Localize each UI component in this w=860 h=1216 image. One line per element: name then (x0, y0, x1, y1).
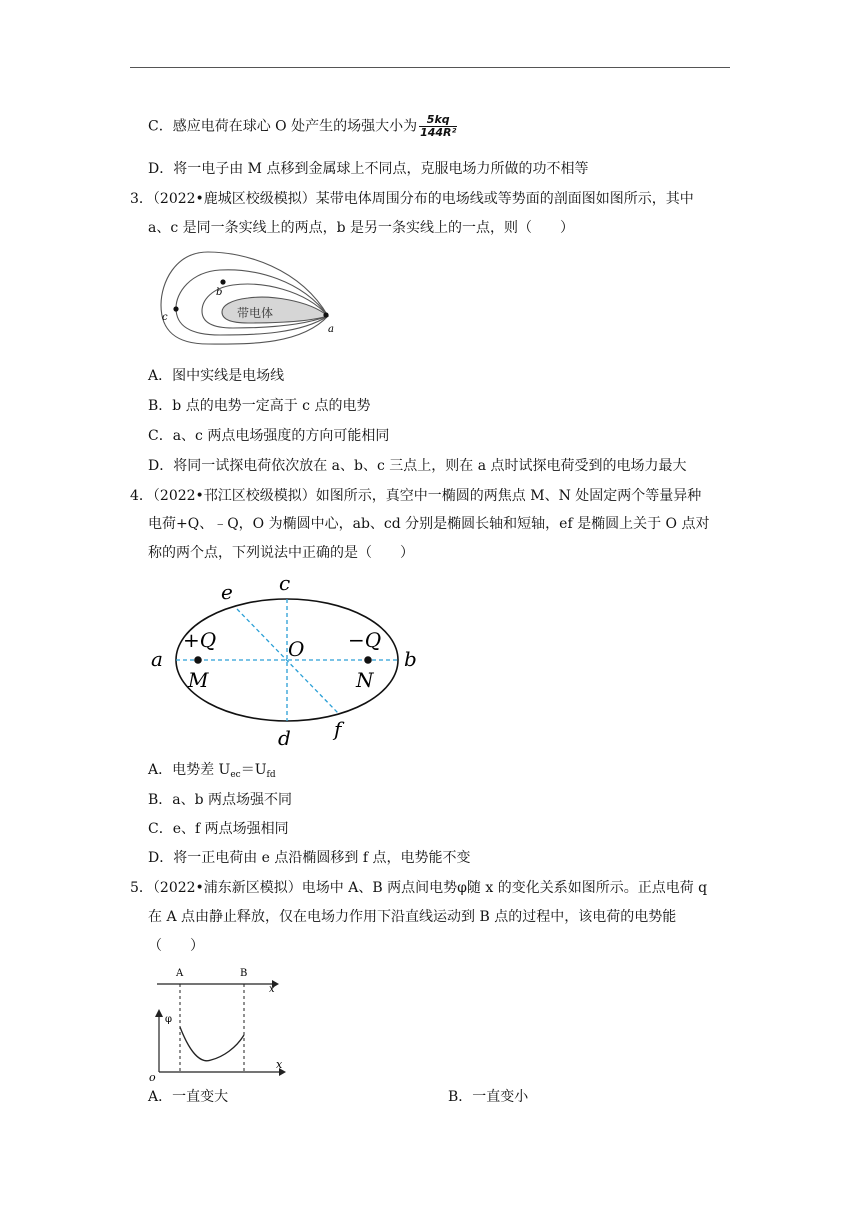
label-minus-q: −Q (348, 628, 382, 652)
potential-curve (180, 1027, 244, 1061)
header-rule (130, 67, 730, 68)
label-B: B (240, 968, 248, 979)
q5-option-a: A．一直变大 (148, 1089, 229, 1105)
label-x-bottom: x (276, 1058, 283, 1071)
q4-option-c: C．e、f 两点场强相同 (148, 821, 289, 837)
label-O: O (288, 637, 305, 661)
q5-stem-line3: （ ） (148, 938, 204, 954)
label-b: b (216, 287, 223, 298)
q2-option-d: D．将一电子由 M 点移到金属球上不同点，克服电场力所做的功不相等 (148, 161, 589, 177)
label-f: f (334, 717, 342, 741)
fraction-numerator: 5kq (419, 114, 457, 127)
charge-N (364, 656, 372, 664)
q3-stem-line1: 3．（2022•鹿城区校级模拟）某带电体周围分布的电场线或等势面的剖面图如图所示，其中 (130, 191, 694, 207)
q5-stem-line2: 在 A 点由静止释放，仅在电场力作用下沿直线运动到 B 点的过程中，该电荷的电势能 (148, 909, 677, 925)
label-e: e (221, 580, 233, 604)
point-c (173, 306, 178, 311)
label-c: c (162, 312, 168, 323)
q4-option-d: D．将一正电荷由 e 点沿椭圆移到 f 点，电势能不变 (148, 850, 471, 866)
q3-option-d: D．将同一试探电荷依次放在 a、b、c 三点上，则在 a 点时试探电荷受到的电场力最大 (148, 458, 687, 474)
q2-option-c-fraction (419, 114, 457, 139)
fraction-denominator: 144R² (420, 126, 457, 139)
label-M: M (188, 668, 209, 692)
q4-stem-line2: 电荷+Q、﹣Q，O 为椭圆中心，ab、cd 分别是椭圆长轴和短轴，ef 是椭圆上关于 O 点对 (148, 516, 710, 532)
q4-stem-line1: 4．（2022•邗江区校级模拟）如图所示，真空中一椭圆的两焦点 M、N 处固定两个等量异种 (130, 488, 702, 504)
q2-option-c-text: C．感应电荷在球心 O 处产生的场强大小为 (148, 118, 418, 135)
q4-option-a-prefix: A．电势差 U (148, 762, 231, 778)
q3-option-c: C．a、c 两点电场强度的方向可能相同 (148, 428, 390, 444)
q4-option-a-sub1: ec (230, 770, 241, 780)
label-N: N (356, 668, 374, 692)
q4-option-a (148, 760, 276, 785)
label-a: a (328, 324, 334, 335)
phi-arrow (155, 1009, 163, 1017)
label-x-top: x (269, 984, 275, 995)
q3-field-figure (150, 248, 350, 348)
q3-option-a: A．图中实线是电场线 (148, 368, 285, 384)
q4-option-b: B．a、b 两点场强不同 (148, 792, 293, 808)
label-c: c (279, 571, 291, 595)
q3-stem-line2: a、c 是同一条实线上的两点，b 是另一条实线上的一点，则（ ） (148, 220, 575, 236)
label-d: d (278, 726, 291, 750)
q4-stem-line3: 称的两个点，下列说法中正确的是（ ） (148, 545, 414, 561)
label-origin: o (149, 1071, 156, 1082)
q5-stem-line1: 5．（2022•浦东新区模拟）电场中 A、B 两点间电势φ随 x 的变化关系如图所示。正点电荷 q (130, 880, 708, 896)
q3-option-b: B．b 点的电势一定高于 c 点的电势 (148, 398, 371, 414)
q4-option-a-sub2: fd (266, 770, 276, 780)
label-phi: φ (165, 1014, 173, 1025)
q5-option-b: B．一直变小 (448, 1089, 529, 1105)
q2-option-c (148, 114, 457, 139)
q5-potential-figure (145, 960, 295, 1082)
label-a: a (151, 647, 163, 671)
label-b: b (404, 647, 417, 671)
q4-option-a-mid: ＝U (240, 762, 267, 778)
charge-M (194, 656, 202, 664)
label-A: A (176, 968, 184, 979)
charged-body-label: 带电体 (237, 306, 274, 320)
label-plus-q: +Q (183, 628, 217, 652)
point-b (220, 279, 225, 284)
point-a (323, 312, 328, 317)
q4-ellipse-figure (145, 570, 430, 750)
